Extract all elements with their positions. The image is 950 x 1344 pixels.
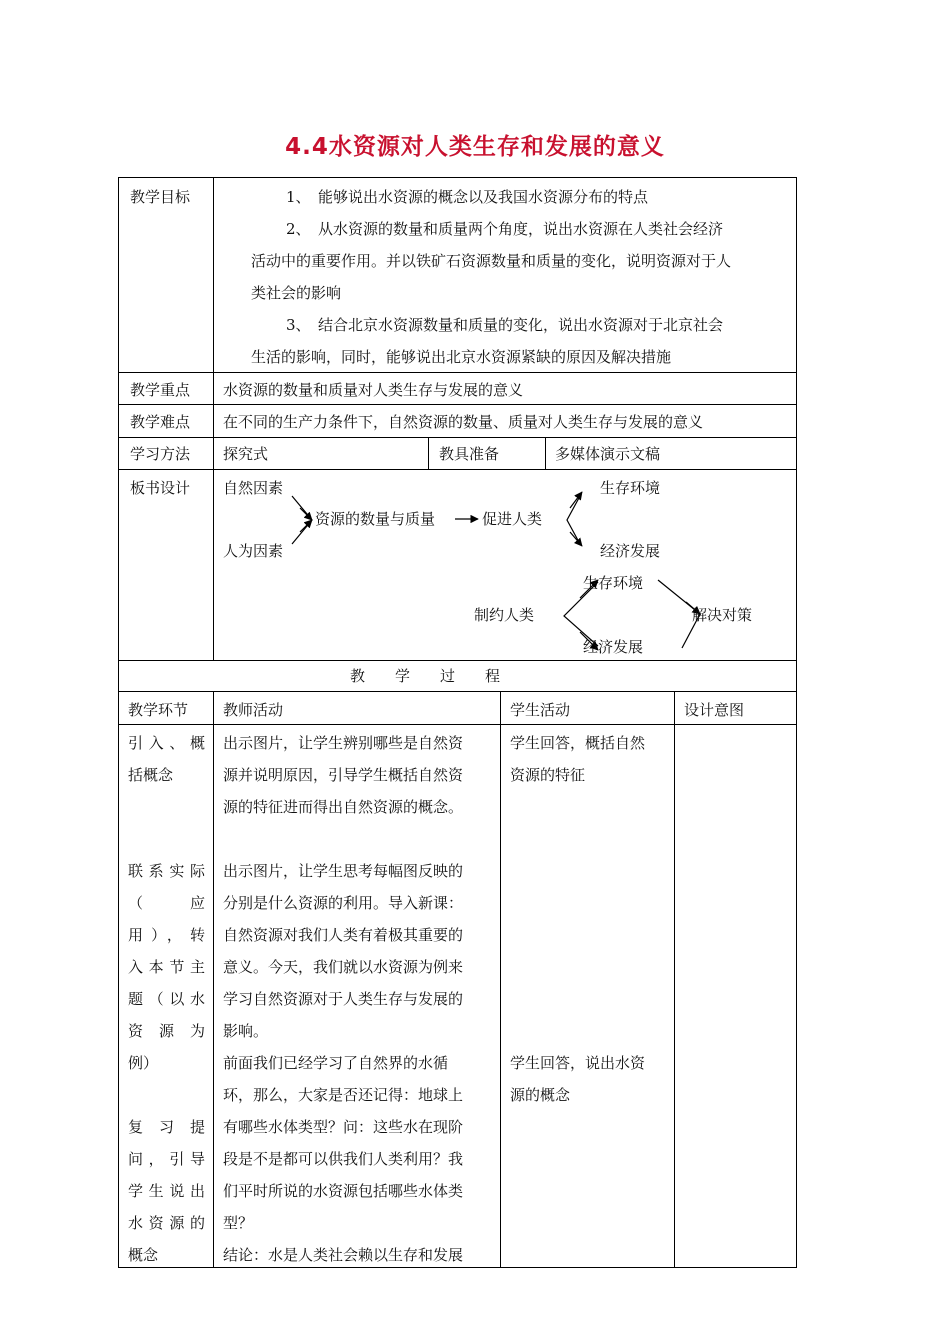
board-env2: 生存环境 — [583, 574, 644, 592]
student-line: 源的概念 — [510, 1086, 571, 1104]
teacher-line: 环，那么，大家是否还记得：地球上 — [223, 1086, 464, 1104]
teacher-line: 学习自然资源对于人类生存与发展的 — [223, 990, 464, 1008]
stage-intro-line: 引入、概 — [128, 734, 205, 752]
teacher-line: 源的特征进而得出自然资源的概念。 — [223, 798, 464, 816]
teacher-line: 意义。今天，我们就以水资源为例来 — [223, 958, 464, 976]
stage-contact-line: 题（以水 — [128, 990, 205, 1008]
stage-review-line: 问，引导 — [128, 1150, 205, 1168]
teacher-line: 自然资源对我们人类有着极其重要的 — [223, 926, 464, 944]
teacher-line: 出示图片，让学生辨别哪些是自然资 — [223, 734, 464, 752]
board-promote: 促进人类 — [482, 510, 543, 528]
board-env1: 生存环境 — [600, 479, 661, 497]
board-human: 人为因素 — [223, 542, 284, 560]
teacher-line: 源并说明原因，引导学生概括自然资 — [223, 766, 464, 784]
tools-value: 多媒体演示文稿 — [555, 445, 661, 463]
objective-item: 2、 从水资源的数量和质量两个角度，说出水资源在人类社会经济 — [286, 220, 724, 238]
key-point-label: 教学重点 — [130, 381, 191, 399]
board-natural: 自然因素 — [223, 479, 284, 497]
stage-contact-line: 例） — [128, 1054, 159, 1072]
objective-item: 3、 结合北京水资源数量和质量的变化，说出水资源对于北京社会 — [286, 316, 724, 334]
teacher-line: 分别是什么资源的利用。导入新课： — [223, 894, 464, 912]
page-title: 4.4水资源对人类生存和发展的意义 — [285, 134, 665, 160]
tools-label: 教具准备 — [439, 445, 500, 463]
header-teacher: 教师活动 — [223, 701, 284, 719]
board-restrict: 制约人类 — [474, 606, 535, 624]
teacher-line: 出示图片，让学生思考每幅图反映的 — [223, 862, 464, 880]
teacher-line: 影响。 — [223, 1022, 269, 1040]
difficulty-value: 在不同的生产力条件下，自然资源的数量、质量对人类生存与发展的意义 — [223, 413, 704, 431]
stage-contact-line: 用），转 — [128, 926, 205, 944]
student-line: 学生回答，说出水资 — [510, 1054, 646, 1072]
teacher-line: 段是不是都可以供我们人类利用？我 — [223, 1150, 464, 1168]
objectives-label: 教学目标 — [130, 188, 191, 206]
difficulty-label: 教学难点 — [130, 413, 191, 431]
objective-item: 生活的影响，同时，能够说出北京水资源紧缺的原因及解决措施 — [251, 348, 672, 366]
stage-review-line: 复 习 提 — [128, 1118, 205, 1136]
key-point-value: 水资源的数量和质量对人类生存与发展的意义 — [223, 381, 524, 399]
stage-review-line: 概念 — [128, 1246, 159, 1264]
teacher-line: 型？ — [223, 1214, 254, 1232]
board-center: 资源的数量与质量 — [315, 510, 436, 528]
stage-review-line: 学生说出 — [128, 1182, 205, 1200]
method-label: 学习方法 — [130, 445, 191, 463]
stage-contact-line: （ 应 — [128, 894, 205, 912]
teacher-line: 前面我们已经学习了自然界的水循 — [223, 1054, 449, 1072]
stage-contact-line: 入本节主 — [128, 958, 205, 976]
method-value: 探究式 — [223, 445, 269, 463]
header-intent: 设计意图 — [684, 701, 745, 719]
stage-contact-line: 资 源 为 — [128, 1022, 205, 1040]
header-stage: 教学环节 — [128, 701, 189, 719]
board-econ2: 经济发展 — [583, 638, 644, 656]
student-line: 学生回答，概括自然 — [510, 734, 646, 752]
objective-item: 类社会的影响 — [251, 284, 342, 302]
teacher-line: 有哪些水体类型？问：这些水在现阶 — [223, 1118, 464, 1136]
objective-item: 活动中的重要作用。并以铁矿石资源数量和质量的变化，说明资源对于人 — [251, 252, 732, 270]
board-label: 板书设计 — [130, 479, 191, 497]
stage-contact-line: 联系实际 — [128, 862, 205, 880]
stage-review-line: 水资源的 — [128, 1214, 205, 1232]
header-student: 学生活动 — [510, 701, 571, 719]
objective-item: 1、 能够说出水资源的概念以及我国水资源分布的特点 — [286, 188, 649, 206]
teacher-line: 结论：水是人类社会赖以生存和发展 — [223, 1246, 464, 1264]
process-title: 教 学 过 程 — [350, 667, 501, 685]
board-solve: 解决对策 — [692, 606, 753, 624]
teacher-line: 们平时所说的水资源包括哪些水体类 — [223, 1182, 464, 1200]
board-econ1: 经济发展 — [600, 542, 661, 560]
stage-intro-line: 括概念 — [128, 766, 174, 784]
student-line: 资源的特征 — [510, 766, 586, 784]
